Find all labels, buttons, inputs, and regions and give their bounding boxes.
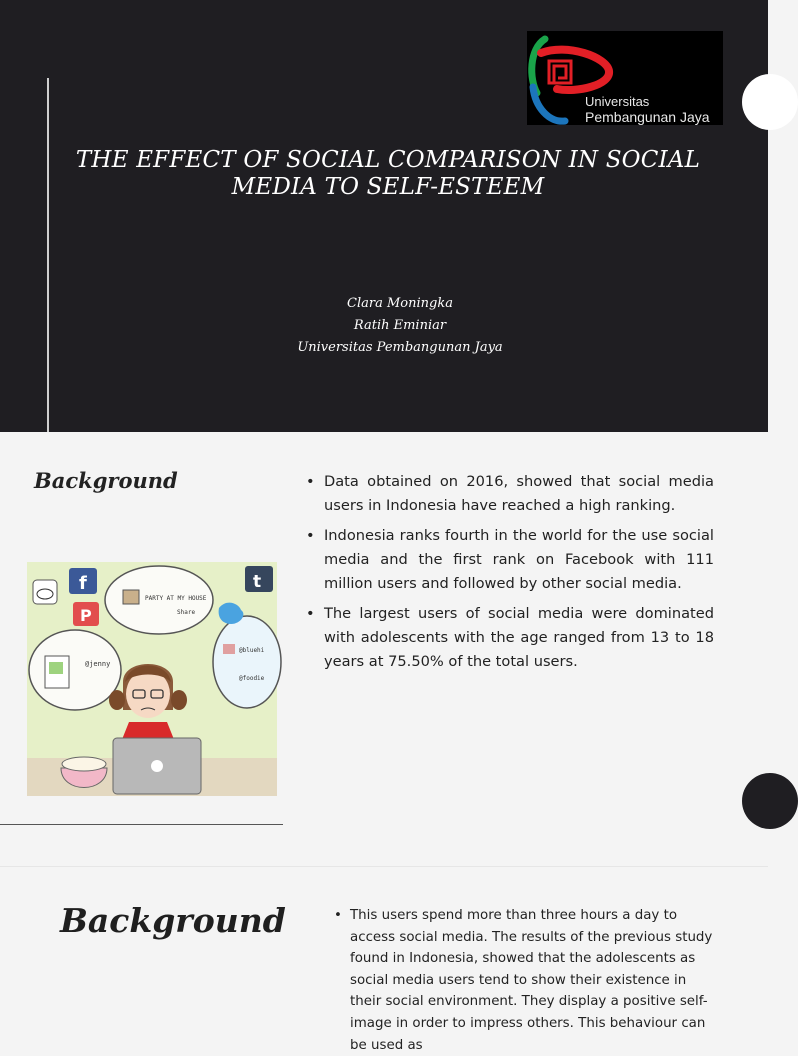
slide-edge-circle-dark <box>742 773 798 829</box>
title-slide <box>0 0 768 432</box>
bubble-share-text: Share <box>177 609 196 616</box>
reddit-icon <box>33 580 57 604</box>
bullet-2: • Indonesia ranks fourth in the world for the use social media and the first rank on Facebook with 111 million users and followed by other social media. <box>306 524 714 596</box>
bullet-3: • The largest users of social media were dominated with adolescents with the age ranged from 13 to 18 years at 75.50% of the total users. <box>306 602 714 674</box>
tumblr-icon <box>245 566 273 592</box>
background-slide-2 <box>0 866 768 1053</box>
bubble-top-text: PARTY AT MY HOUSE <box>145 595 207 602</box>
background-bullets-2 <box>334 905 716 1056</box>
bubble-right-text-2: @foodie <box>239 675 265 682</box>
background-slide <box>0 432 768 864</box>
bubble-right-text-1: @bluehi <box>239 647 265 654</box>
logo-line2: Pembangunan Jaya <box>585 109 710 125</box>
popcorn-bowl <box>61 757 107 788</box>
university-logo <box>527 31 723 125</box>
bullet-2-1: • This users spend more than three hours a day to access social media. The results of the previous study found in Indonesia, showed that the adolescents as social media users tend to show their existence in their social environment. They display a positive self-image in order to impress others. This behaviour can be used as <box>334 905 716 1056</box>
logo-line1: Universitas <box>585 94 650 109</box>
presentation-title: THE EFFECT OF SOCIAL COMPARISON IN SOCIAL MEDIA TO SELF-ESTEEM <box>75 147 701 200</box>
svg-text:f: f <box>79 573 87 594</box>
facebook-icon <box>69 568 97 594</box>
background-bullets <box>306 470 714 680</box>
bullet-1: • Data obtained on 2016, showed that social media users in Indonesia have reached a high ranking. <box>306 470 714 518</box>
author-2: Ratih Eminiar <box>353 318 447 333</box>
slide-edge-circle <box>742 74 798 130</box>
apple-logo-icon <box>151 760 163 772</box>
affiliation: Universitas Pembangunan Jaya <box>297 340 503 355</box>
author-1: Clara Moningka <box>347 296 453 311</box>
slide-heading-2: Background <box>60 901 286 940</box>
bubble-left-text: @jenny <box>85 660 111 668</box>
horizontal-divider <box>0 824 283 825</box>
author-list <box>200 293 600 359</box>
pinterest-icon <box>73 602 99 626</box>
social-media-illustration <box>27 562 277 796</box>
svg-text:P: P <box>80 606 92 625</box>
svg-text:t: t <box>253 572 262 592</box>
vertical-divider <box>47 78 49 432</box>
slide-heading: Background <box>34 468 178 493</box>
